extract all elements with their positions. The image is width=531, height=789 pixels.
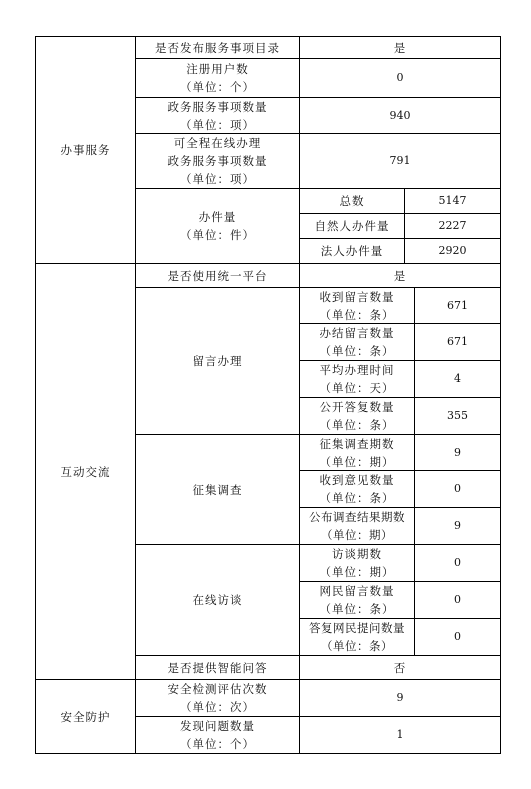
interview-answered-value: 0 (454, 630, 461, 643)
interview-netizen-value: 0 (454, 593, 461, 606)
publish-directory-label: 是否发布服务事项目录 (155, 40, 280, 55)
section-office-label: 办事服务 (60, 143, 111, 157)
service-items-label: 政务服务事项数量 （单位：项） (167, 99, 268, 132)
registered-users-value: 0 (396, 71, 404, 84)
volume-legal-value: 2920 (438, 244, 467, 257)
interview-netizen-label: 网民留言数量 （单位：条） (319, 584, 395, 616)
assessments-value: 9 (396, 691, 404, 704)
online-items-label: 可全程在线办理 政务服务事项数量 （单位：项） (167, 136, 268, 186)
volume-natural-label: 自然人办件量 (314, 219, 390, 233)
registered-users-label: 注册用户数 （单位：个） (180, 62, 255, 94)
interview-label: 在线访谈 (192, 593, 243, 607)
survey-results-label: 公布调查结果期数 （单位：期） (309, 510, 405, 542)
survey-opinions-label: 收到意见数量 （单位：条） (319, 473, 395, 505)
interview-answered-label: 答复网民提问数量 （单位：条） (309, 621, 405, 653)
service-items-value: 940 (389, 108, 411, 122)
interview-periods-label: 访谈期数 （单位：期） (319, 547, 395, 579)
messages-done-value: 671 (447, 335, 468, 348)
survey-periods-label: 征集调查期数 （单位：期） (319, 436, 395, 469)
messages-received-label: 收到留言数量 （单位：条） (319, 289, 395, 322)
unified-platform-label: 是否使用统一平台 (167, 268, 268, 283)
survey-label: 征集调查 (192, 482, 243, 497)
section-security-label: 安全防护 (60, 709, 111, 724)
publish-directory-value: 是 (393, 40, 407, 55)
smart-qa-label: 是否提供智能问答 (167, 660, 268, 675)
survey-opinions-value: 0 (454, 482, 461, 495)
problems-label: 发现问题数量 （单位：个） (180, 719, 255, 751)
smart-qa-value: 否 (393, 660, 407, 675)
statistics-table (35, 36, 501, 754)
messages-public-label: 公开答复数量 （单位：条） (319, 400, 395, 432)
messages-done-label: 办结留言数量 （单位：条） (319, 326, 395, 358)
assessments-label: 安全检测评估次数 （单位：次） (167, 682, 268, 714)
messages-public-value: 355 (447, 409, 468, 422)
volume-label: 办件量 （单位：件） (180, 210, 255, 242)
messages-label: 留言办理 (192, 354, 243, 368)
survey-results-value: 9 (454, 519, 461, 532)
messages-received-value: 671 (447, 298, 468, 312)
messages-avg-time-label: 平均办理时间 （单位：天） (319, 363, 395, 395)
volume-legal-label: 法人办件量 (320, 244, 384, 258)
section-interaction-label: 互动交流 (60, 464, 111, 479)
unified-platform-value: 是 (393, 268, 407, 283)
problems-value: 1 (396, 728, 404, 741)
interview-periods-value: 0 (454, 556, 461, 569)
online-items-value: 791 (389, 154, 411, 167)
volume-total-value: 5147 (438, 194, 467, 207)
volume-natural-value: 2227 (438, 219, 467, 232)
survey-periods-value: 9 (454, 445, 461, 459)
volume-total-label: 总数 (339, 194, 365, 208)
messages-avg-time-value: 4 (454, 372, 461, 385)
